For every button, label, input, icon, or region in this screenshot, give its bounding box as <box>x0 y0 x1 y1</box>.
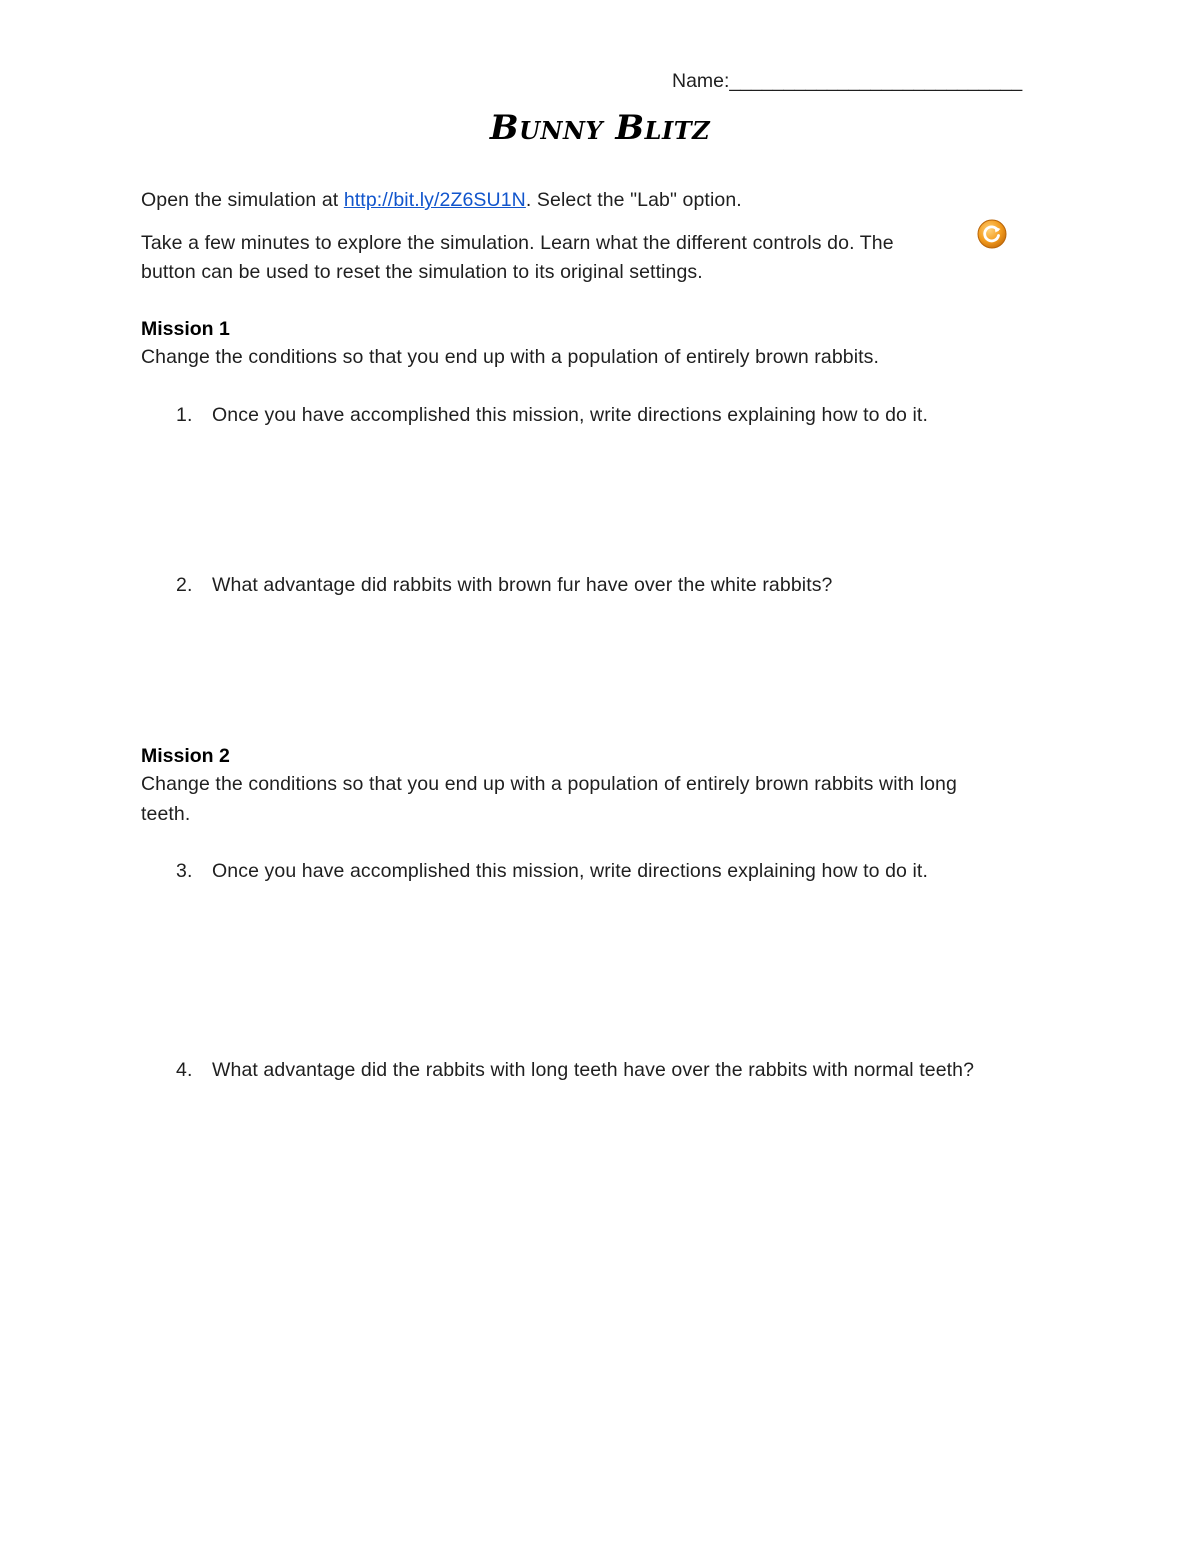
question-number: 1. <box>176 404 193 426</box>
mission-1-description: Change the conditions so that you end up with a population of entirely brown rabbits. <box>141 346 880 368</box>
question-2 <box>176 571 833 600</box>
question-3 <box>176 857 928 886</box>
intro-line-1 <box>141 186 742 215</box>
mission-2-heading: Mission 2 <box>141 745 230 767</box>
intro-suffix: . Select the "Lab" option. <box>525 189 742 211</box>
simulation-link[interactable]: http://bit.ly/2Z6SU1N <box>343 189 526 211</box>
question-number: 3. <box>176 860 193 882</box>
question-text: Once you have accomplished this mission, write directions explaining how to do it. <box>212 860 928 882</box>
mission-2-description-line-1: Change the conditions so that you end up with a population of entirely brown rabbits with long <box>141 773 957 795</box>
question-text: What advantage did rabbits with brown fur have over the white rabbits? <box>212 574 833 596</box>
intro-line-2: Take a few minutes to explore the simulation. Learn what the different controls do. The <box>141 232 894 254</box>
question-4 <box>176 1056 974 1085</box>
question-1 <box>176 401 928 430</box>
question-number: 2. <box>176 574 193 596</box>
question-text: What advantage did the rabbits with long teeth have over the rabbits with normal teeth? <box>212 1059 975 1081</box>
mission-1-heading: Mission 1 <box>141 318 230 340</box>
mission-2-description-line-2: teeth. <box>141 803 191 825</box>
question-text: Once you have accomplished this mission, write directions explaining how to do it. <box>212 404 928 426</box>
name-field-label: Name:___________________________ <box>672 70 1023 92</box>
intro-line-3: button can be used to reset the simulation to its original settings. <box>141 261 703 283</box>
intro-prefix: Open the simulation at <box>141 189 344 211</box>
page-title: Bunny Blitz <box>489 108 711 148</box>
reset-icon <box>976 218 1008 250</box>
question-number: 4. <box>176 1059 193 1081</box>
